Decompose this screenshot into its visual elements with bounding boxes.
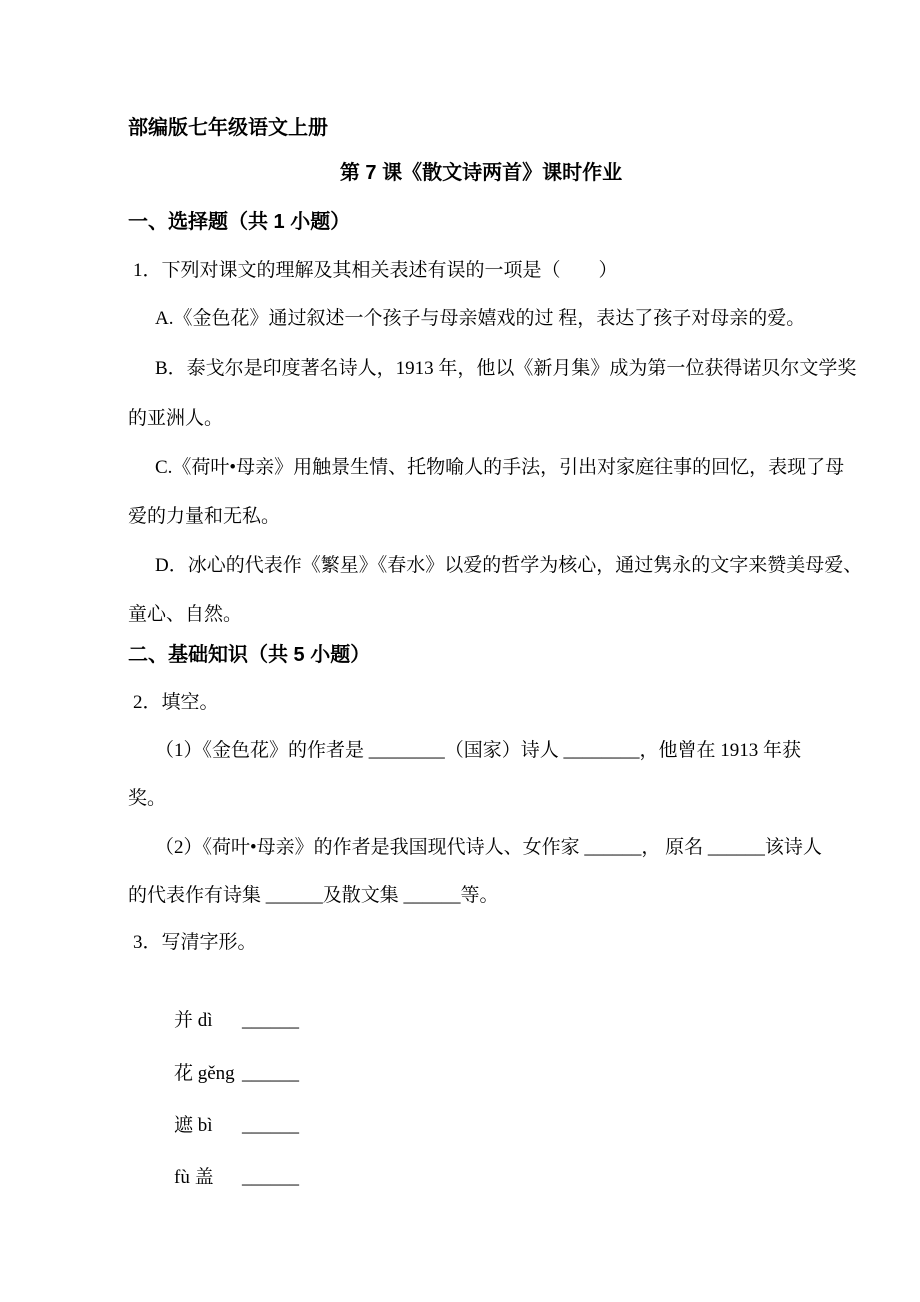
- question3-item-blank: ______: [242, 1010, 299, 1031]
- question3-item-label: 花 gěng: [174, 1063, 235, 1084]
- question2-blank1-line1: （1）《金色花》的作者是 ________（国家）诗人 ________，他曾在 1913 年获: [155, 740, 802, 761]
- question1-option-d-line2: 童心、自然。: [128, 604, 243, 625]
- question3-item-blank: ______: [242, 1167, 299, 1188]
- question2-blank2-line1: （2）《荷叶•母亲》的作者是我国现代诗人、女作家 ______， 原名 ______该诗人: [155, 837, 822, 858]
- section2-heading: 二、基础知识（共 5 小题）: [128, 644, 371, 666]
- question1-option-d-line1: D．冰心的代表作《繁星》《春水》以爱的哲学为核心，通过隽永的文字来赞美母爱、: [155, 555, 863, 576]
- question2-blank1-line2: 奖。: [128, 788, 167, 809]
- question3-item: [155, 1140, 299, 1215]
- section1-heading: 一、选择题（共 1 小题）: [128, 211, 351, 233]
- question1-option-b-line1: B．泰戈尔是印度著名诗人，1913 年，他以《新月集》成为第一位获得诺贝尔文学奖: [155, 358, 857, 379]
- question3-item-blank: ______: [242, 1063, 299, 1084]
- question2-blank2-line2: 的代表作有诗集 ______及散文集 ______等。: [128, 885, 499, 906]
- doc-title: 第 7 课《散文诗两首》课时作业: [339, 162, 623, 184]
- question3-item-label: fù 盖: [174, 1167, 214, 1188]
- question3-item-label: 并 dì: [174, 1010, 213, 1031]
- question1-stem: 1．下列对课文的理解及其相关表述有误的一项是（ ）: [133, 260, 618, 281]
- question1-option-a: A.《金色花》通过叙述一个孩子与母亲嬉戏的过 程，表达了孩子对母亲的爱。: [155, 308, 806, 329]
- question1-option-b-line2: 的亚洲人。: [128, 408, 224, 429]
- question3-item-blank: ______: [242, 1115, 299, 1136]
- question3-item-label: 遮 bì: [174, 1115, 213, 1136]
- question1-option-c-line2: 爱的力量和无私。: [128, 506, 281, 527]
- question3-stem: 3．写清字形。: [133, 932, 257, 953]
- question1-option-c-line1: C.《荷叶•母亲》用触景生情、托物喻人的手法，引出对家庭往事的回忆，表现了母: [155, 457, 845, 478]
- doc-header: 部编版七年级语文上册: [128, 117, 328, 139]
- question2-stem: 2．填空。: [133, 692, 219, 713]
